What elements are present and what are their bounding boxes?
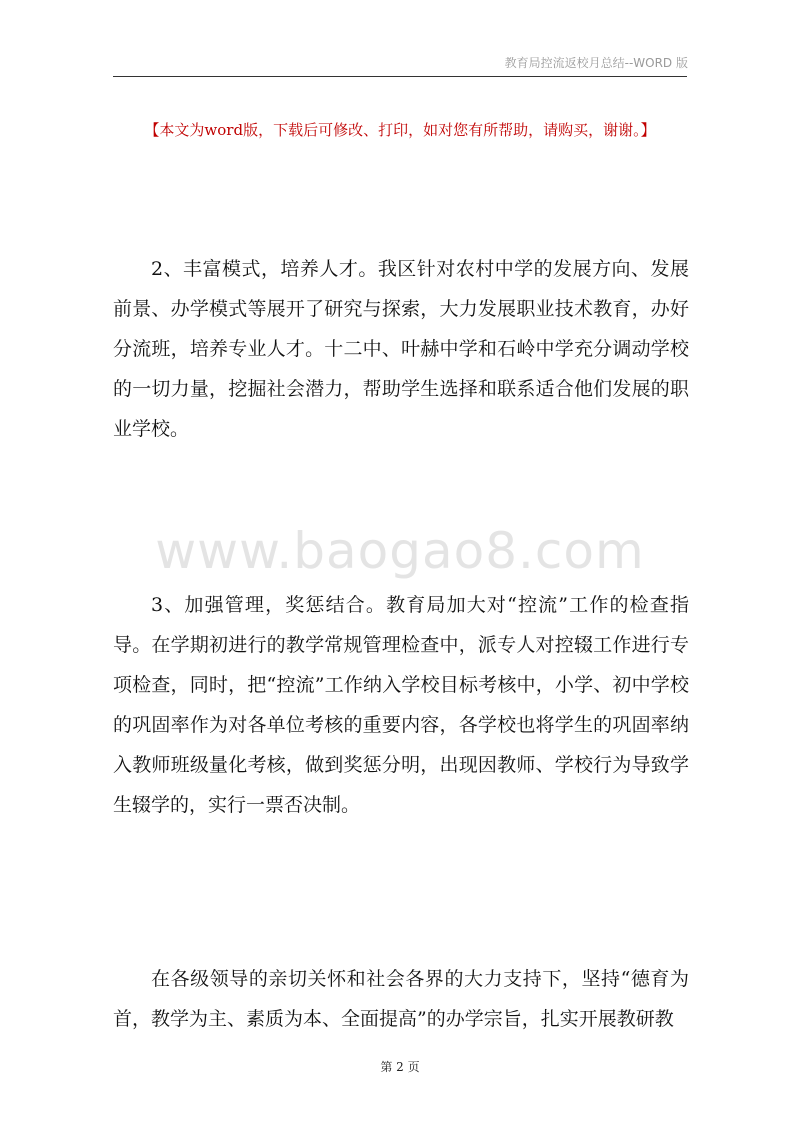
paragraph-3: 在各级领导的亲切关怀和社会各界的大力支持下，坚持“德育为首，教学为主、素质为本、全面提高”的办学宗旨，扎实开展教研教 xyxy=(113,968,689,1030)
document-header-title: 教育局控流返校月总结--WORD 版 xyxy=(504,56,688,70)
page-number: 第 2 页 xyxy=(380,1060,420,1074)
paragraph-1: 2、丰富模式，培养人才。我区针对农村中学的发展方向、发展前景、办学模式等展开了研究与探索，大力发展职业技术教育，办好分流班，培养专业人才。十二中、叶赫中学和石岭中学充分调动学校的一切力量，挖掘社会潜力，帮助学生选择和联系适合他们发展的职业学校。 xyxy=(113,258,689,440)
paragraph-2: 3、加强管理，奖惩结合。教育局加大对“控流”工作的检查指导。在学期初进行的教学常规管理检查中，派专人对控辍工作进行专项检查，同时，把“控流”工作纳入学校目标考核中，小学、初中学校的巩固率作为对各单位考核的重要内容，各学校也将学生的巩固率纳入教师班级量化考核，做到奖惩分明，出现因教师、学校行为导致学生辍学的，实行一票否决制。 xyxy=(113,594,689,816)
header-divider xyxy=(113,76,687,77)
download-notice: 【本文为word版，下载后可修改、打印，如对您有所帮助，请购买，谢谢。】 xyxy=(144,121,656,139)
watermark-text: www.baogao8.com xyxy=(155,522,645,580)
